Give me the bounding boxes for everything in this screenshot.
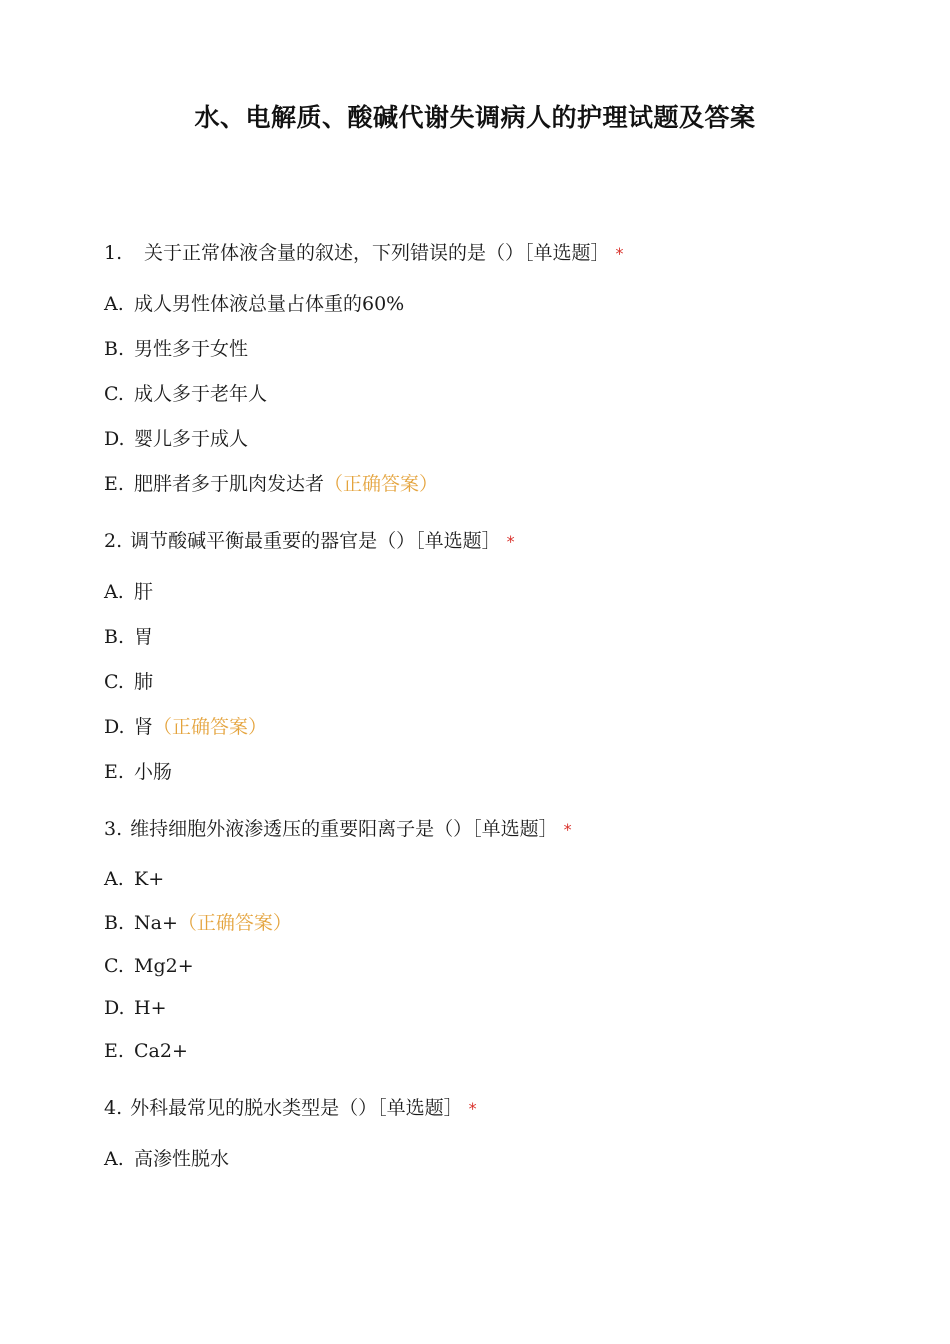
option-text: 胃 [134, 626, 154, 648]
option-text: Mg2+ [134, 955, 194, 977]
option-1b [104, 337, 248, 361]
option-2e [104, 760, 172, 784]
option-text: H+ [134, 997, 167, 1019]
option-letter: E. [104, 1040, 124, 1062]
question-2 [104, 529, 515, 554]
option-2a [104, 580, 153, 604]
option-2d [104, 715, 267, 739]
option-text: 成人多于老年人 [134, 383, 268, 405]
option-text: Na+ [134, 912, 178, 934]
option-letter: B. [104, 912, 125, 934]
option-3a [104, 867, 164, 891]
option-text: 成人男性体液总量占体重的60% [134, 293, 405, 315]
option-1c [104, 382, 267, 406]
option-3e [104, 1039, 188, 1063]
option-text: 高渗性脱水 [134, 1148, 230, 1170]
option-text: 小肠 [134, 761, 173, 783]
option-letter: D. [104, 997, 125, 1019]
required-mark: * [506, 532, 515, 551]
option-2c [104, 670, 153, 694]
option-letter: E. [104, 473, 124, 495]
question-3 [104, 817, 572, 842]
option-1e [104, 472, 438, 496]
correct-answer-label: （正确答案） [177, 912, 292, 934]
option-4a [104, 1147, 229, 1171]
correct-answer-label: （正确答案） [153, 716, 268, 738]
option-text: 肝 [134, 581, 154, 603]
question-text: 外科最常见的脱水类型是（）［单选题］ [130, 1097, 463, 1119]
option-text: K+ [134, 868, 165, 890]
correct-answer-label: （正确答案） [324, 473, 439, 495]
option-text: 婴儿多于成人 [134, 428, 249, 450]
option-letter: A. [104, 581, 124, 603]
option-text: 肾 [134, 716, 154, 738]
required-mark: * [468, 1099, 477, 1118]
question-number: 4. [104, 1097, 123, 1119]
option-text: 男性多于女性 [134, 338, 249, 360]
option-letter: D. [104, 428, 125, 450]
question-text: 维持细胞外液渗透压的重要阳离子是（）［单选题］ [130, 818, 558, 840]
option-3c [104, 954, 194, 978]
question-number: 3. [104, 818, 123, 840]
option-letter: C. [104, 383, 124, 405]
question-number: 1. [104, 242, 123, 264]
question-1 [104, 241, 624, 266]
option-3d [104, 996, 167, 1020]
option-text: Ca2+ [134, 1040, 188, 1062]
option-letter: C. [104, 671, 124, 693]
question-4 [104, 1096, 477, 1121]
document-title: 水、电解质、酸碱代谢失调病人的护理试题及答案 [194, 103, 756, 132]
question-number: 2. [104, 530, 123, 552]
option-letter: D. [104, 716, 125, 738]
option-text: 肥胖者多于肌肉发达者 [134, 473, 325, 495]
option-3b [104, 911, 292, 935]
option-letter: A. [104, 868, 124, 890]
option-letter: A. [104, 293, 124, 315]
option-text: 肺 [134, 671, 154, 693]
option-letter: B. [104, 626, 125, 648]
option-letter: A. [104, 1148, 124, 1170]
option-1a [104, 292, 404, 316]
option-2b [104, 625, 153, 649]
option-letter: C. [104, 955, 124, 977]
option-letter: B. [104, 338, 125, 360]
required-mark: * [615, 244, 624, 263]
required-mark: * [563, 820, 572, 839]
question-text: 调节酸碱平衡最重要的器官是（）［单选题］ [130, 530, 501, 552]
option-1d [104, 427, 248, 451]
option-letter: E. [104, 761, 124, 783]
question-text: 关于正常体液含量的叙述，下列错误的是（）［单选题］ [144, 242, 610, 264]
